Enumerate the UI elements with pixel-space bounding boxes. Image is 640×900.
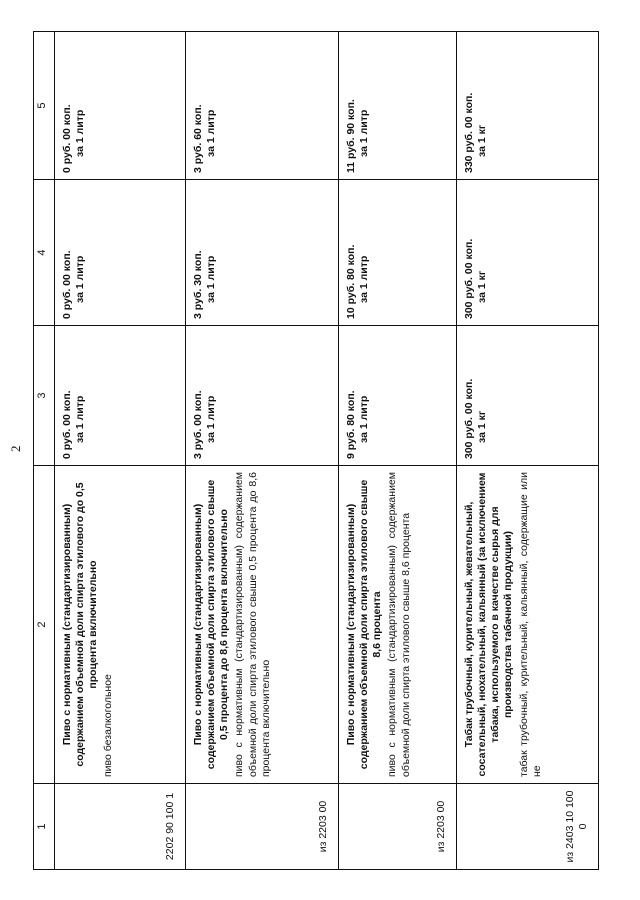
table-row [55, 32, 186, 870]
column-number: 2 [34, 466, 55, 784]
product-category: Пиво с нормативным (стандартизированным) содержанием объемной доли спирта этилового свыше 0,5 процента до 8,6 процента включительно [192, 479, 231, 770]
tn-ved-code: из 2403 10 100 0 [457, 784, 599, 870]
excise-rate-table [33, 31, 599, 870]
rate-amount: 10 руб. 80 коп. [345, 244, 357, 319]
rate-unit: за 1 литр [358, 109, 371, 157]
rate-amount: 0 руб. 00 коп. [61, 390, 73, 459]
column-number: 3 [34, 326, 55, 466]
rate-unit: за 1 литр [74, 109, 87, 157]
rate-amount: 300 руб. 00 коп. [463, 378, 475, 459]
rate-amount: 3 руб. 60 коп. [192, 104, 204, 173]
column-number: 4 [34, 180, 55, 326]
column-number: 5 [34, 32, 55, 180]
rate-unit: за 1 литр [74, 395, 87, 443]
product-subcategory: пиво с нормативным (стандартизированным) содержанием объемной доли спирта этилового свыше 8,6 процента [386, 472, 412, 777]
table-row [186, 32, 339, 870]
rate-amount: 9 руб. 80 коп. [345, 390, 357, 459]
rate-cell [186, 326, 339, 466]
column-number-row [34, 32, 55, 870]
product-subcategory: табак трубочный, курительный, кальянный, содержащие или не [517, 472, 543, 777]
page-number: 2 [8, 445, 23, 452]
rate-cell [55, 180, 186, 326]
rotated-page [33, 32, 589, 870]
tn-ved-code: из 2203 00 [339, 784, 457, 870]
product-description [55, 466, 186, 784]
rate-amount: 0 руб. 00 коп. [61, 250, 73, 319]
rate-cell [55, 32, 186, 180]
product-subcategory: пиво безалкогольное [102, 674, 115, 777]
rate-unit: за 1 литр [205, 109, 218, 157]
rate-unit: за 1 литр [205, 395, 218, 443]
rate-cell [457, 326, 599, 466]
tn-ved-code: 2202 90 100 1 [55, 784, 186, 870]
rate-unit: за 1 литр [205, 255, 218, 303]
product-category: Пиво с нормативным (стандартизированным) содержанием объемной доли спирта этилового до 0,5 процента включительно [61, 482, 100, 767]
rate-cell [186, 180, 339, 326]
rate-cell [457, 180, 599, 326]
rate-unit: за 1 литр [358, 395, 371, 443]
rate-unit: за 1 литр [358, 255, 371, 303]
rate-cell [457, 32, 599, 180]
column-number: 1 [34, 784, 55, 870]
rate-amount: 3 руб. 30 коп. [192, 250, 204, 319]
rate-amount: 0 руб. 00 коп. [61, 104, 73, 173]
table-row [339, 32, 457, 870]
rate-amount: 300 руб. 00 коп. [463, 238, 475, 319]
rate-cell [339, 32, 457, 180]
tn-ved-code: из 2203 00 [186, 784, 339, 870]
rate-unit: за 1 кг [476, 270, 489, 303]
rate-cell [55, 326, 186, 466]
product-description [457, 466, 599, 784]
rate-cell [339, 180, 457, 326]
rate-cell [339, 326, 457, 466]
table-row [457, 32, 599, 870]
product-description [339, 466, 457, 784]
rate-amount: 330 руб. 00 коп. [463, 92, 475, 173]
rate-cell [186, 32, 339, 180]
rate-unit: за 1 кг [476, 124, 489, 157]
product-description [186, 466, 339, 784]
product-subcategory: пиво с нормативным (стандартизированным) содержанием объемной доли спирта этилового свыше 0,5 процента до 8,6 процента включительно [233, 472, 272, 777]
rate-unit: за 1 литр [74, 255, 87, 303]
rate-unit: за 1 кг [476, 410, 489, 443]
rate-amount: 11 руб. 90 коп. [345, 99, 357, 173]
rate-amount: 3 руб. 00 коп. [192, 390, 204, 459]
product-category: Пиво с нормативным (стандартизированным) содержанием объемной доли спирта этилового свыше 8,6 процента [345, 479, 384, 770]
product-category: Табак трубочный, курительный, жевательный, сосательный, нюхательный, кальянный (за исключением табака, используемого в качестве сырья для производства табачной продукции) [463, 472, 515, 777]
